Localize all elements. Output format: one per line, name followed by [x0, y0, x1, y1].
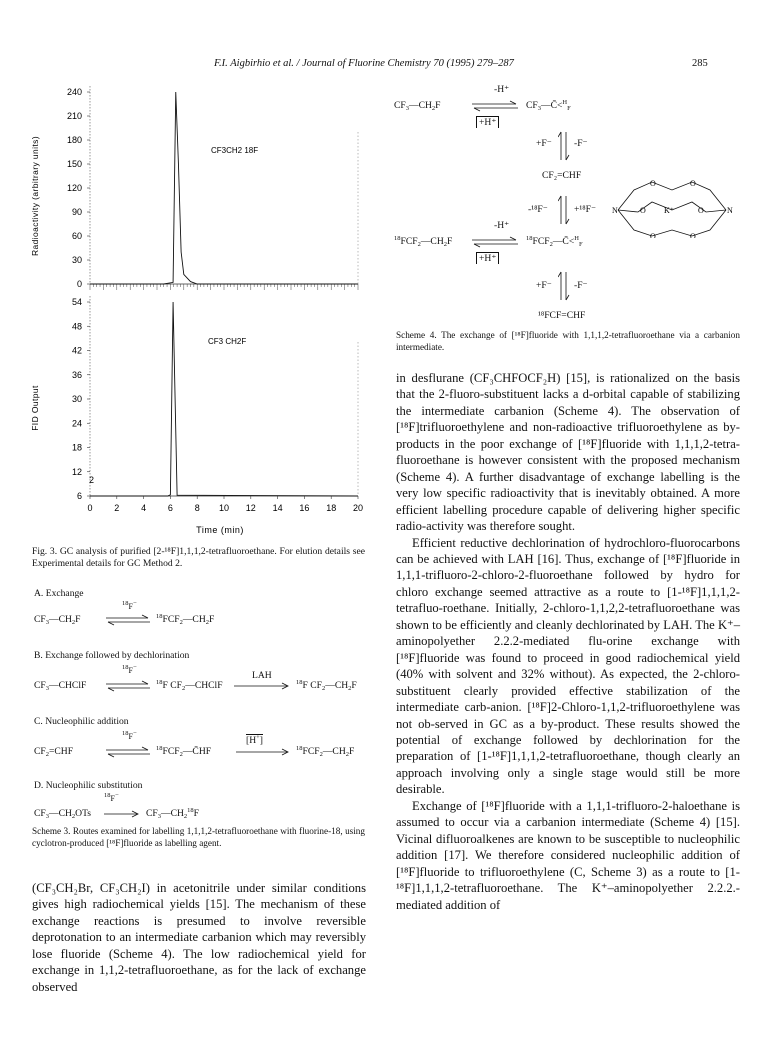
- scheme-4-caption: Scheme 4. The exchange of [¹⁸F]fluoride with 1,1,1,2-tetrafluoroethane via a carbanion intermediate.: [396, 330, 740, 352]
- equilibrium-arrow: [104, 680, 152, 692]
- reagent-proton: [H+]: [246, 734, 263, 746]
- plus-f-label-2: +F⁻: [536, 280, 552, 291]
- minus-18f-label: -¹⁸F⁻: [528, 204, 548, 215]
- x-tick-label: 0: [87, 503, 93, 513]
- minus-f-label-2: -F⁻: [574, 280, 588, 291]
- right-column-text: [396, 370, 740, 913]
- equilibrium-arrow: [104, 746, 152, 758]
- vertical-equilibrium-arrow: [558, 270, 570, 304]
- right-paragraph-3: Exchange of [¹⁸F]fluoride with a 1,1,1-trifluoro-2-haloethane is assumed to occur via a carbanion intermediate (Scheme 4) [15]. Vicinal difluoroalkenes are known to be susceptible to nucleophilic addition [17]. We therefore considered nucleophilic addition of [¹⁸F]fluoride to trifluoroethylene (C, Scheme 3) as a route to [1-¹⁸F]1,1,1,2-tetrafluoroethane. The K⁺–aminopolyether 2.2.2.-mediated addition of: [396, 798, 740, 912]
- fid-panel: [72, 296, 363, 513]
- fid-y-tick-label: 54: [71, 297, 82, 307]
- fid-y-tick-label: 18: [71, 442, 82, 453]
- x-tick-label: 4: [141, 503, 147, 513]
- x-tick-label: 18: [326, 503, 337, 513]
- svg-text:O: O: [650, 179, 656, 188]
- scheme3-a-reaction: $CF_3—CH_2F$: [34, 614, 81, 626]
- radio-y-tick-label: 180: [66, 135, 82, 145]
- trifluoroethylene: CF₂=CHF: [542, 170, 582, 181]
- x-tick-label: 8: [194, 503, 200, 513]
- fid-y-tick-label: 12: [71, 466, 82, 477]
- journal-citation: F.I. Aigbirhio et al. / Journal of Fluorine Chemistry 70 (1995) 279–287: [214, 58, 514, 69]
- equilibrium-arrow: [104, 614, 152, 626]
- plus-18f-label: +¹⁸F⁻: [574, 204, 597, 215]
- fid-y-tick-label: 48: [71, 321, 82, 332]
- svg-text:N: N: [612, 206, 618, 215]
- fid-trace: [90, 302, 358, 496]
- radio-y-tick-label: 210: [66, 111, 82, 121]
- fid-peak-label: CF3 CH2F: [208, 337, 247, 346]
- scheme3-c-product: $^{18}FCF_2—CH_2F$: [296, 745, 355, 758]
- right-paragraph-2: Efficient reductive dechlorination of hydrochloro-fluorocarbons can be achieved with LAH [16]. Thus, exchange of [¹⁸F]fluoride in 1,1,1-trifluoro-2-chloro-2-fluoroethane followed by hydro for chloro exchange seemed attractive as a route to [1-¹⁸F]1,1,1,2-tetrafluo-roethane. Initially, 2-chloro-1,1,2,2-tetrafluoroethane was shown to be efficiently and cleanly dechlorinated by LAH. The K⁺–aminopolyether 2.2.2-mediated flu-orine exchange with [¹⁸F]fluoride was found to proceed in good radiochemical yield (40% with solvent and 32% without). As expected, the 2-chloro-substituent clearly provided effective stabilization of the intermediate carb-anion. [¹⁸F]2-Chloro-1,1,2-trifluoroethylene was not ob-served in GC as a by-product. These results showed the potential of exchange followed by dechlorination for the preparation of [1-¹⁸F]1,1,1,2-tetrafluoroethane, though clearly an approach involving only a single stage would still be more desirable.: [396, 535, 740, 797]
- scheme3-d-product: $CF_3—CH_2^{18}F$: [146, 807, 200, 820]
- scheme3-c-title: C. Nucleophilic addition: [34, 716, 129, 727]
- fid-y-tick-label: 30: [71, 394, 82, 404]
- x-axis-label: Time (min): [196, 525, 244, 535]
- equilibrium-arrow: [470, 236, 520, 248]
- forward-arrow: [102, 810, 142, 818]
- scheme3-b-intermediate: $^{18}$F $CF_2—CHClF$: [156, 679, 223, 692]
- fid-extra-label: 2: [89, 475, 95, 485]
- forward-arrow: [232, 682, 292, 690]
- page-number: 285: [692, 58, 708, 69]
- plus-f-label: +F⁻: [536, 138, 552, 149]
- scheme-3-caption: Scheme 3. Routes examined for labelling 1,1,1,2-tetrafluoroethane with fluorine-18, using cyclotron-produced [¹⁸F]fluoride as labelling agent.: [32, 826, 365, 848]
- svg-text:O: O: [650, 232, 656, 238]
- x-tick-label: 6: [167, 503, 173, 513]
- scheme-4: [392, 84, 740, 324]
- scheme4-labelled-carbanion: $^{18}FCF_2—C̄<^H_F$: [526, 235, 583, 248]
- reagent-18f: $^{18}$F−: [122, 730, 137, 741]
- fid-y-tick-label: 42: [71, 345, 82, 356]
- plus-h-label: +H⁺: [476, 116, 499, 128]
- svg-text:N: N: [727, 206, 733, 215]
- potassium-ion: K⁺: [664, 206, 674, 215]
- scheme3-a-title: A. Exchange: [34, 588, 84, 599]
- reagent-18f: $^{18}$F−: [122, 664, 137, 675]
- labelled-trifluoroethylene: ¹⁸FCF=CHF: [538, 310, 586, 321]
- fid-y-tick-label: 24: [71, 418, 82, 429]
- figure-3-caption: Fig. 3. GC analysis of purified [2-¹⁸F]1,1,1,2-tetrafluoroethane. For elution details see Experimental details for GC Method 2.: [32, 546, 365, 569]
- cryptand-structure: [610, 176, 738, 238]
- svg-text:O: O: [690, 179, 696, 188]
- radio-y-tick-label: 120: [66, 183, 82, 193]
- scheme3-a-product: $^{18}FCF_2—CH_2F$: [156, 613, 215, 626]
- scheme-3: [32, 588, 372, 818]
- radio-y-tick-label: 30: [71, 255, 82, 265]
- scheme3-b-reactant: $CF_3—CHClF$: [34, 680, 87, 692]
- reagent-lah: LAH: [252, 670, 272, 681]
- vertical-equilibrium-arrow: [558, 194, 570, 228]
- scheme3-b-title: B. Exchange followed by dechlorination: [34, 650, 190, 661]
- scheme3-c-intermediate: $^{18}FCF_2—C̄HF$: [156, 745, 212, 758]
- equilibrium-arrow: [470, 100, 520, 112]
- radio-y-tick-label: 60: [71, 231, 82, 241]
- scheme4-carbanion: $CF_3—C̄<^H_F$: [526, 99, 571, 112]
- radio-y-tick-label: 90: [71, 207, 82, 217]
- svg-text:O: O: [690, 232, 696, 238]
- left-column-text: (CF₃CH₂Br, CF₃CH₂I) in acetonitrile under similar conditions gives high radiochemical yields [15]. The mechanism of these exchange reactions is presumed to involve reversible deprotonation to an intermediate carbanion which may reversibly lose fluoride (Scheme 4). The low radiochemical yield for exchange in 1,1,2-tetrafluoroethane, as for the lack of exchange observed: [32, 881, 366, 994]
- vertical-equilibrium-arrow: [558, 130, 570, 164]
- fid-y-axis-label: FID Output: [30, 385, 40, 431]
- radio-trace: [90, 92, 358, 284]
- scheme3-d-title: D. Nucleophilic substitution: [34, 780, 143, 791]
- scheme3-b-product: $^{18}$F $CF_2—CH_2F$: [296, 679, 357, 692]
- fid-y-tick-label: 36: [71, 369, 82, 380]
- minus-h-label-2: -H⁺: [494, 220, 510, 231]
- radio-y-axis-label: Radioactivity (arbitrary units): [30, 135, 40, 257]
- plus-h-label-2: +H⁺: [476, 252, 499, 264]
- x-tick-label: 2: [114, 503, 120, 513]
- x-tick-label: 12: [245, 503, 256, 513]
- radio-peak-label: CF3CH2 18F: [211, 146, 259, 155]
- radio-panel: [67, 86, 358, 290]
- x-tick-label: 16: [299, 503, 310, 513]
- radio-y-tick-label: 150: [66, 159, 82, 169]
- fid-y-tick-label: 6: [76, 491, 82, 501]
- minus-f-label: -F⁻: [574, 138, 588, 149]
- figure-3-chart: [28, 78, 373, 536]
- scheme4-labelled: $^{18}FCF_2—CH_2F$: [394, 235, 453, 248]
- x-tick-label: 10: [218, 503, 230, 513]
- x-tick-label: 14: [272, 503, 283, 513]
- reagent-18f: $^{18}$F−: [104, 792, 119, 803]
- scheme3-d-reactant: $CF_3—CH_2OTs$: [34, 808, 92, 820]
- scheme4-reactant: $CF_3—CH_2F$: [394, 100, 441, 112]
- forward-arrow: [234, 748, 292, 756]
- right-paragraph-1: in desflurane (CF₃CHFOCF₂H) [15], is rationalized on the basis that the 2-fluoro-substituent lacks a d-orbital capable of stabilizing the intermediate carbanion (Scheme 4). The observation of [¹⁸F]trifluoroethylene and non-radioactive trifluoroethylene as by-products in the poor exchange of [¹⁸F]fluoride with 1,1,1,2-tetra-fluoroethane is however consistent with the proposed mechanism (Scheme 4). A further disadvantage of exchange labelling is the very low specific radioactivity that is inevitably obtained. A more efficient labelling procedure capable of delivering higher specific radio-activity was therefore sought.: [396, 371, 740, 534]
- x-tick-label: 20: [352, 503, 364, 513]
- svg-text:O: O: [640, 206, 646, 215]
- scheme3-c-reactant: $CF_2=CHF$: [34, 746, 74, 758]
- radio-y-tick-label: 0: [76, 279, 82, 289]
- reagent-18f: $^{18}$F−: [122, 600, 137, 611]
- radio-y-tick-label: 240: [66, 87, 82, 97]
- minus-h-label: -H⁺: [494, 84, 510, 95]
- svg-text:O: O: [698, 206, 704, 215]
